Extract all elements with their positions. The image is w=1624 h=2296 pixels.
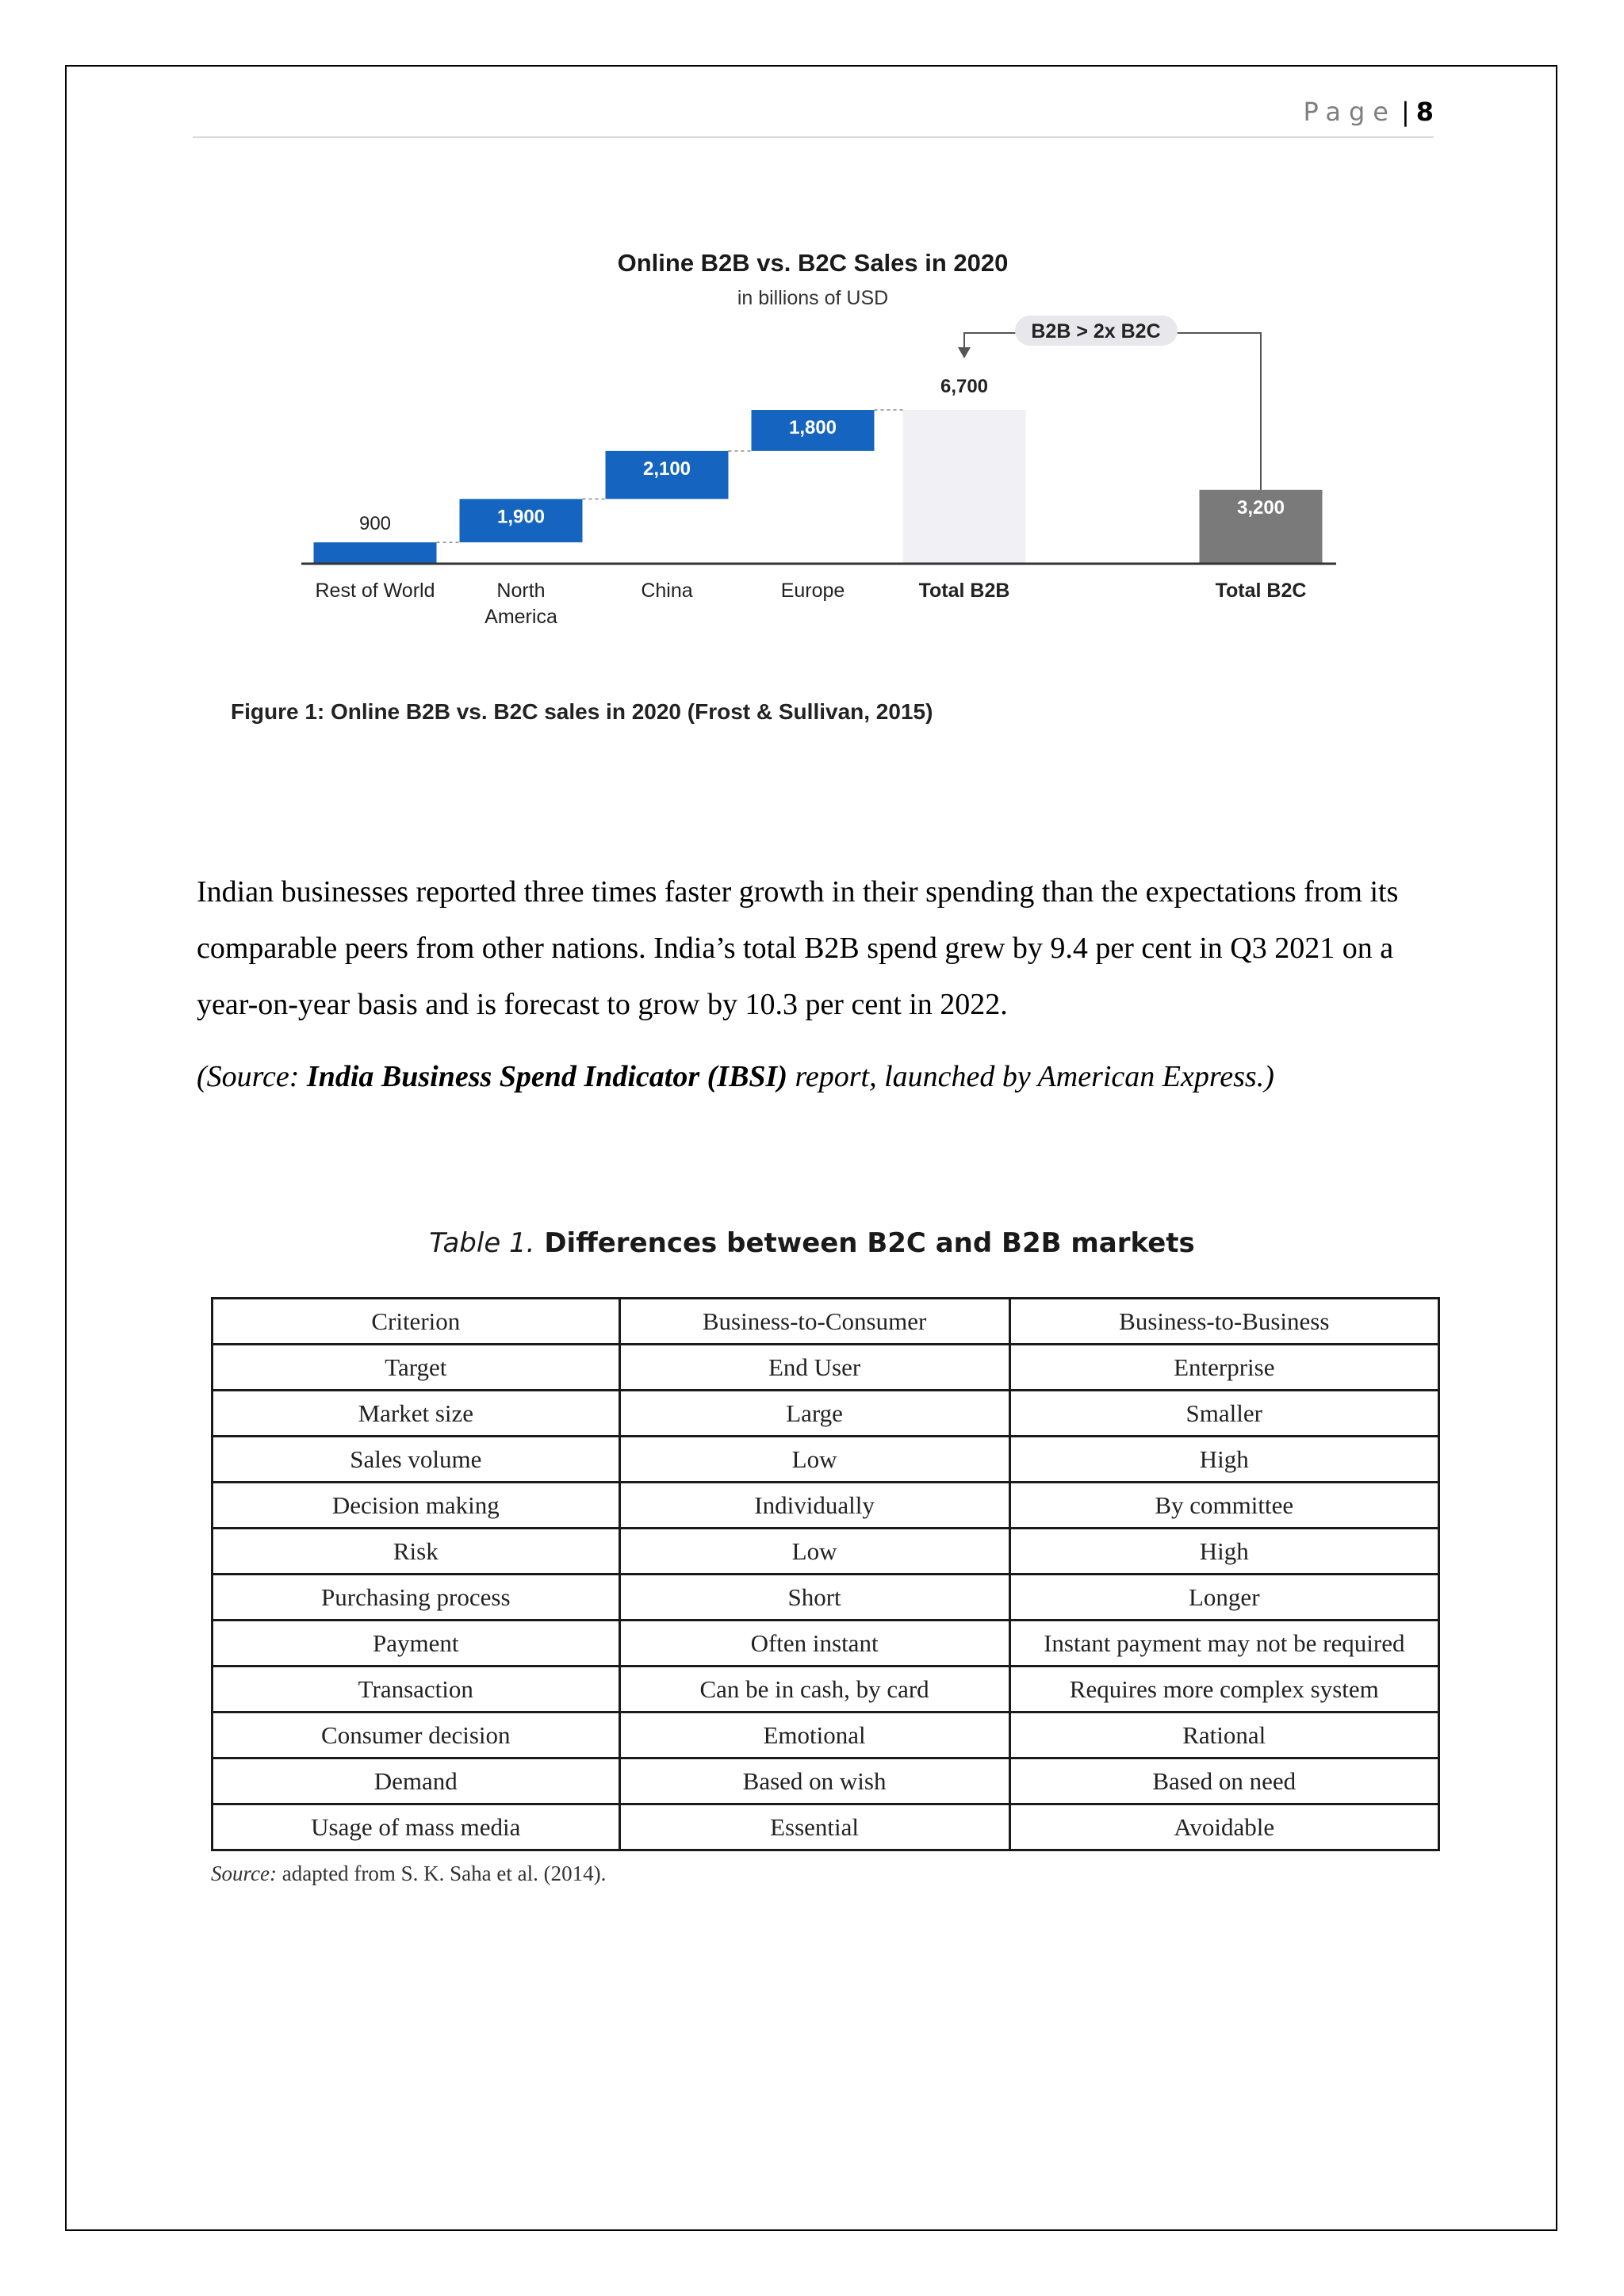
table-cell: Instant payment may not be required — [1009, 1621, 1438, 1667]
table-row — [213, 1345, 1439, 1391]
table-cell: Rational — [1009, 1712, 1438, 1758]
table-row — [213, 1575, 1439, 1621]
table-cell: Usage of mass media — [213, 1804, 620, 1850]
source-suffix: report, launched by American Express.) — [787, 1060, 1274, 1093]
table-cell: Can be in cash, by card — [619, 1667, 1009, 1712]
table-cell: End User — [619, 1345, 1009, 1391]
chart-bar-0 — [314, 542, 437, 563]
table-cell: Transaction — [213, 1667, 620, 1712]
table-cell: Purchasing process — [213, 1575, 620, 1621]
table-row — [213, 1529, 1439, 1575]
source-report-name: India Business Spend Indicator (IBSI) — [306, 1060, 787, 1093]
chart-bar-4 — [903, 410, 1026, 563]
table-source-text: adapted from S. K. Saha et al. (2014). — [276, 1862, 607, 1885]
table-cell: Essential — [619, 1804, 1009, 1850]
table-cell: Based on need — [1009, 1758, 1438, 1804]
page-number-label — [1303, 97, 1434, 127]
figure-caption: Figure 1: Online B2B vs. B2C sales in 2020 (Frost & Sullivan, 2015) — [231, 699, 933, 724]
table-cell: High — [1009, 1437, 1438, 1483]
table-cell: Avoidable — [1009, 1804, 1438, 1850]
chart-subtitle: in billions of USD — [737, 287, 889, 309]
table-cell: Risk — [213, 1529, 620, 1575]
table-cell: Business-to-Consumer — [619, 1299, 1009, 1345]
table-source — [211, 1862, 606, 1886]
annotation-text: B2B > 2x B2C — [1031, 320, 1161, 342]
table-cell: Payment — [213, 1621, 620, 1667]
chart-category-label: Total B2B — [918, 580, 1010, 602]
chart-category-label: North America — [485, 580, 557, 628]
page-header — [193, 95, 1434, 138]
chart-category-label: Europe — [780, 580, 845, 602]
table-cell: Low — [619, 1437, 1009, 1483]
b2b-b2c-chart — [285, 238, 1364, 650]
table-cell: Target — [213, 1345, 620, 1391]
table-cell: Sales volume — [213, 1437, 620, 1483]
table-cell: Criterion — [213, 1299, 620, 1345]
table-row — [213, 1712, 1439, 1758]
table-row — [213, 1621, 1439, 1667]
table-cell: Decision making — [213, 1483, 620, 1529]
table-cell: Often instant — [619, 1621, 1009, 1667]
chart-value-label: 1,800 — [788, 417, 837, 438]
table-row — [213, 1758, 1439, 1804]
chart-value-label: 3,200 — [1236, 496, 1285, 519]
body-paragraph: Indian businesses reported three times faster growth in their spending than the expectations from its comparable peers from other nations. India’s total B2B spend grew by 9.4 per cent in Q3 2021 on a year-on-year basis and is forecast to grow by 10.3 per cent in 2022. — [197, 875, 1399, 1021]
table-cell: By committee — [1009, 1483, 1438, 1529]
table-row — [213, 1437, 1439, 1483]
chart-category-label: China — [641, 580, 693, 602]
table-cell: Requires more complex system — [1009, 1667, 1438, 1712]
table-cell: Large — [619, 1391, 1009, 1437]
source-note — [197, 1059, 1434, 1094]
chart-value-label: 6,700 — [940, 376, 989, 397]
chart-title: Online B2B vs. B2C Sales in 2020 — [617, 249, 1009, 277]
page-separator: | — [1400, 97, 1410, 127]
chart-svg — [285, 238, 1364, 650]
table-row — [213, 1391, 1439, 1437]
chart-value-label: 2,100 — [642, 457, 691, 480]
source-prefix: (Source: — [197, 1060, 307, 1093]
table-source-label: Source: — [211, 1862, 277, 1885]
chart-category-label: Rest of World — [315, 580, 435, 602]
table-row — [213, 1483, 1439, 1529]
table-cell: Smaller — [1009, 1391, 1438, 1437]
page-number: 8 — [1415, 97, 1434, 127]
table-cell: Market size — [213, 1391, 620, 1437]
table-cell: Based on wish — [619, 1758, 1009, 1804]
chart-value-label: 900 — [358, 513, 392, 535]
table-cell: Short — [619, 1575, 1009, 1621]
table-title-text: Differences between B2C and B2B markets — [544, 1227, 1195, 1259]
annotation-arrow-icon — [958, 347, 971, 358]
table-cell: High — [1009, 1529, 1438, 1575]
table-cell: Business-to-Business — [1009, 1299, 1438, 1345]
page-word: Page — [1303, 97, 1396, 127]
table-cell: Longer — [1009, 1575, 1438, 1621]
table-cell: Individually — [619, 1483, 1009, 1529]
chart-category-label: Total B2C — [1215, 580, 1307, 602]
table-cell: Demand — [213, 1758, 620, 1804]
table-cell: Emotional — [619, 1712, 1009, 1758]
table-title — [0, 1227, 1624, 1259]
table-cell: Low — [619, 1529, 1009, 1575]
table-row — [213, 1804, 1439, 1850]
table-number: Table 1. — [429, 1227, 535, 1259]
table-row — [213, 1667, 1439, 1712]
differences-table — [211, 1297, 1440, 1851]
table-cell: Consumer decision — [213, 1712, 620, 1758]
table-header-row — [213, 1299, 1439, 1345]
chart-value-label: 1,900 — [496, 506, 546, 528]
table-cell: Enterprise — [1009, 1345, 1438, 1391]
